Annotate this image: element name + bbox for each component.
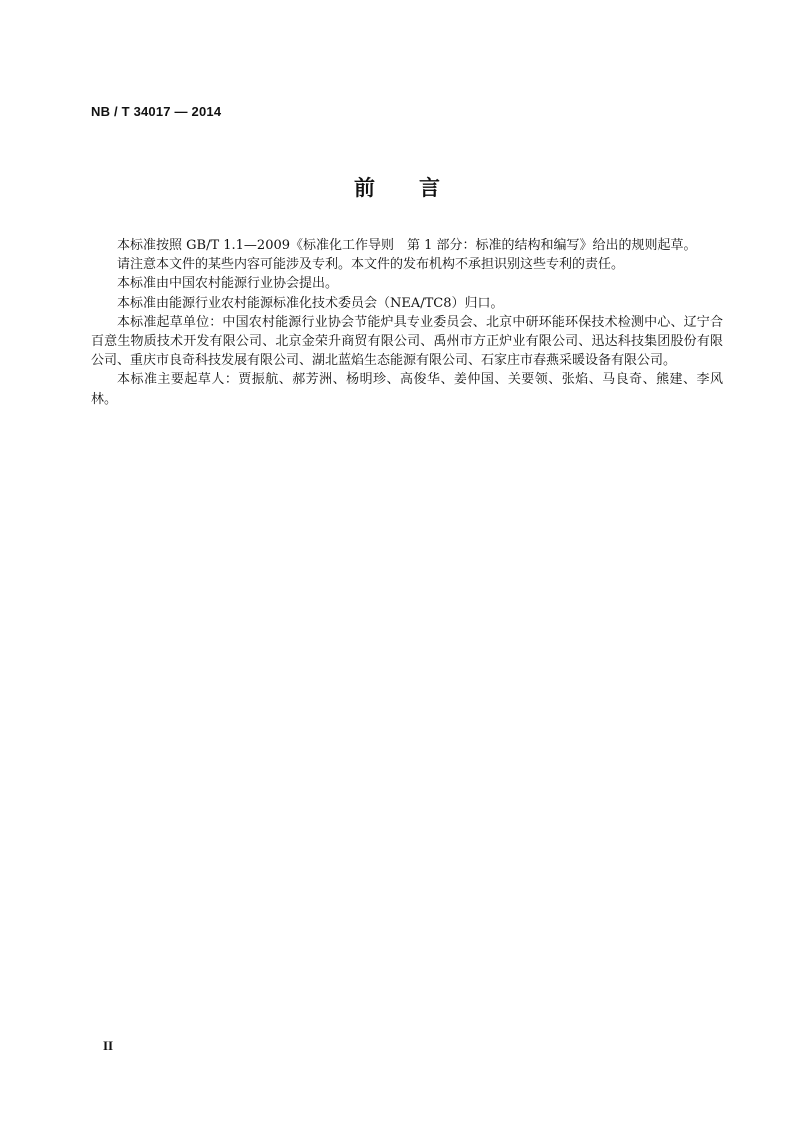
paragraph-drafters: 本标准主要起草人：贾振航、郝芳洲、杨明珍、高俊华、姜仲国、关要领、张焰、马良奇、熊建、李风林。 <box>91 372 723 407</box>
paragraph-drafting-organizations: 本标准起草单位：中国农村能源行业协会节能炉具专业委员会、北京中研环能环保技术检测中心、辽宁合百意生物质技术开发有限公司、北京金荣升商贸有限公司、禹州市方正炉业有限公司、迅达科技集团股份有限公司、重庆市良奇科技发展有限公司、湖北蓝焰生态能源有限公司、石家庄市春燕采暖设备有限公司。 <box>91 314 723 369</box>
title-char-1: 前 <box>354 176 375 200</box>
page-title <box>0 172 794 202</box>
title-char-2: 言 <box>419 176 440 200</box>
page-number: II <box>103 1038 114 1053</box>
foreword-body <box>91 236 723 409</box>
paragraph-drafting-rules: 本标准按照 GB/T 1.1—2009《标准化工作导则 第 1 部分：标准的结构和编写》给出的规则起草。 <box>117 238 697 253</box>
paragraph-centralized-by: 本标准由能源行业农村能源标准化技术委员会（NEA/TC8）归口。 <box>117 295 504 311</box>
paragraph-patent-notice: 请注意本文件的某些内容可能涉及专利。本文件的发布机构不承担识别这些专利的责任。 <box>117 257 625 273</box>
paragraph-proposer: 本标准由中国农村能源行业协会提出。 <box>117 276 339 292</box>
standard-number-header: NB / T 34017 — 2014 <box>91 104 222 119</box>
